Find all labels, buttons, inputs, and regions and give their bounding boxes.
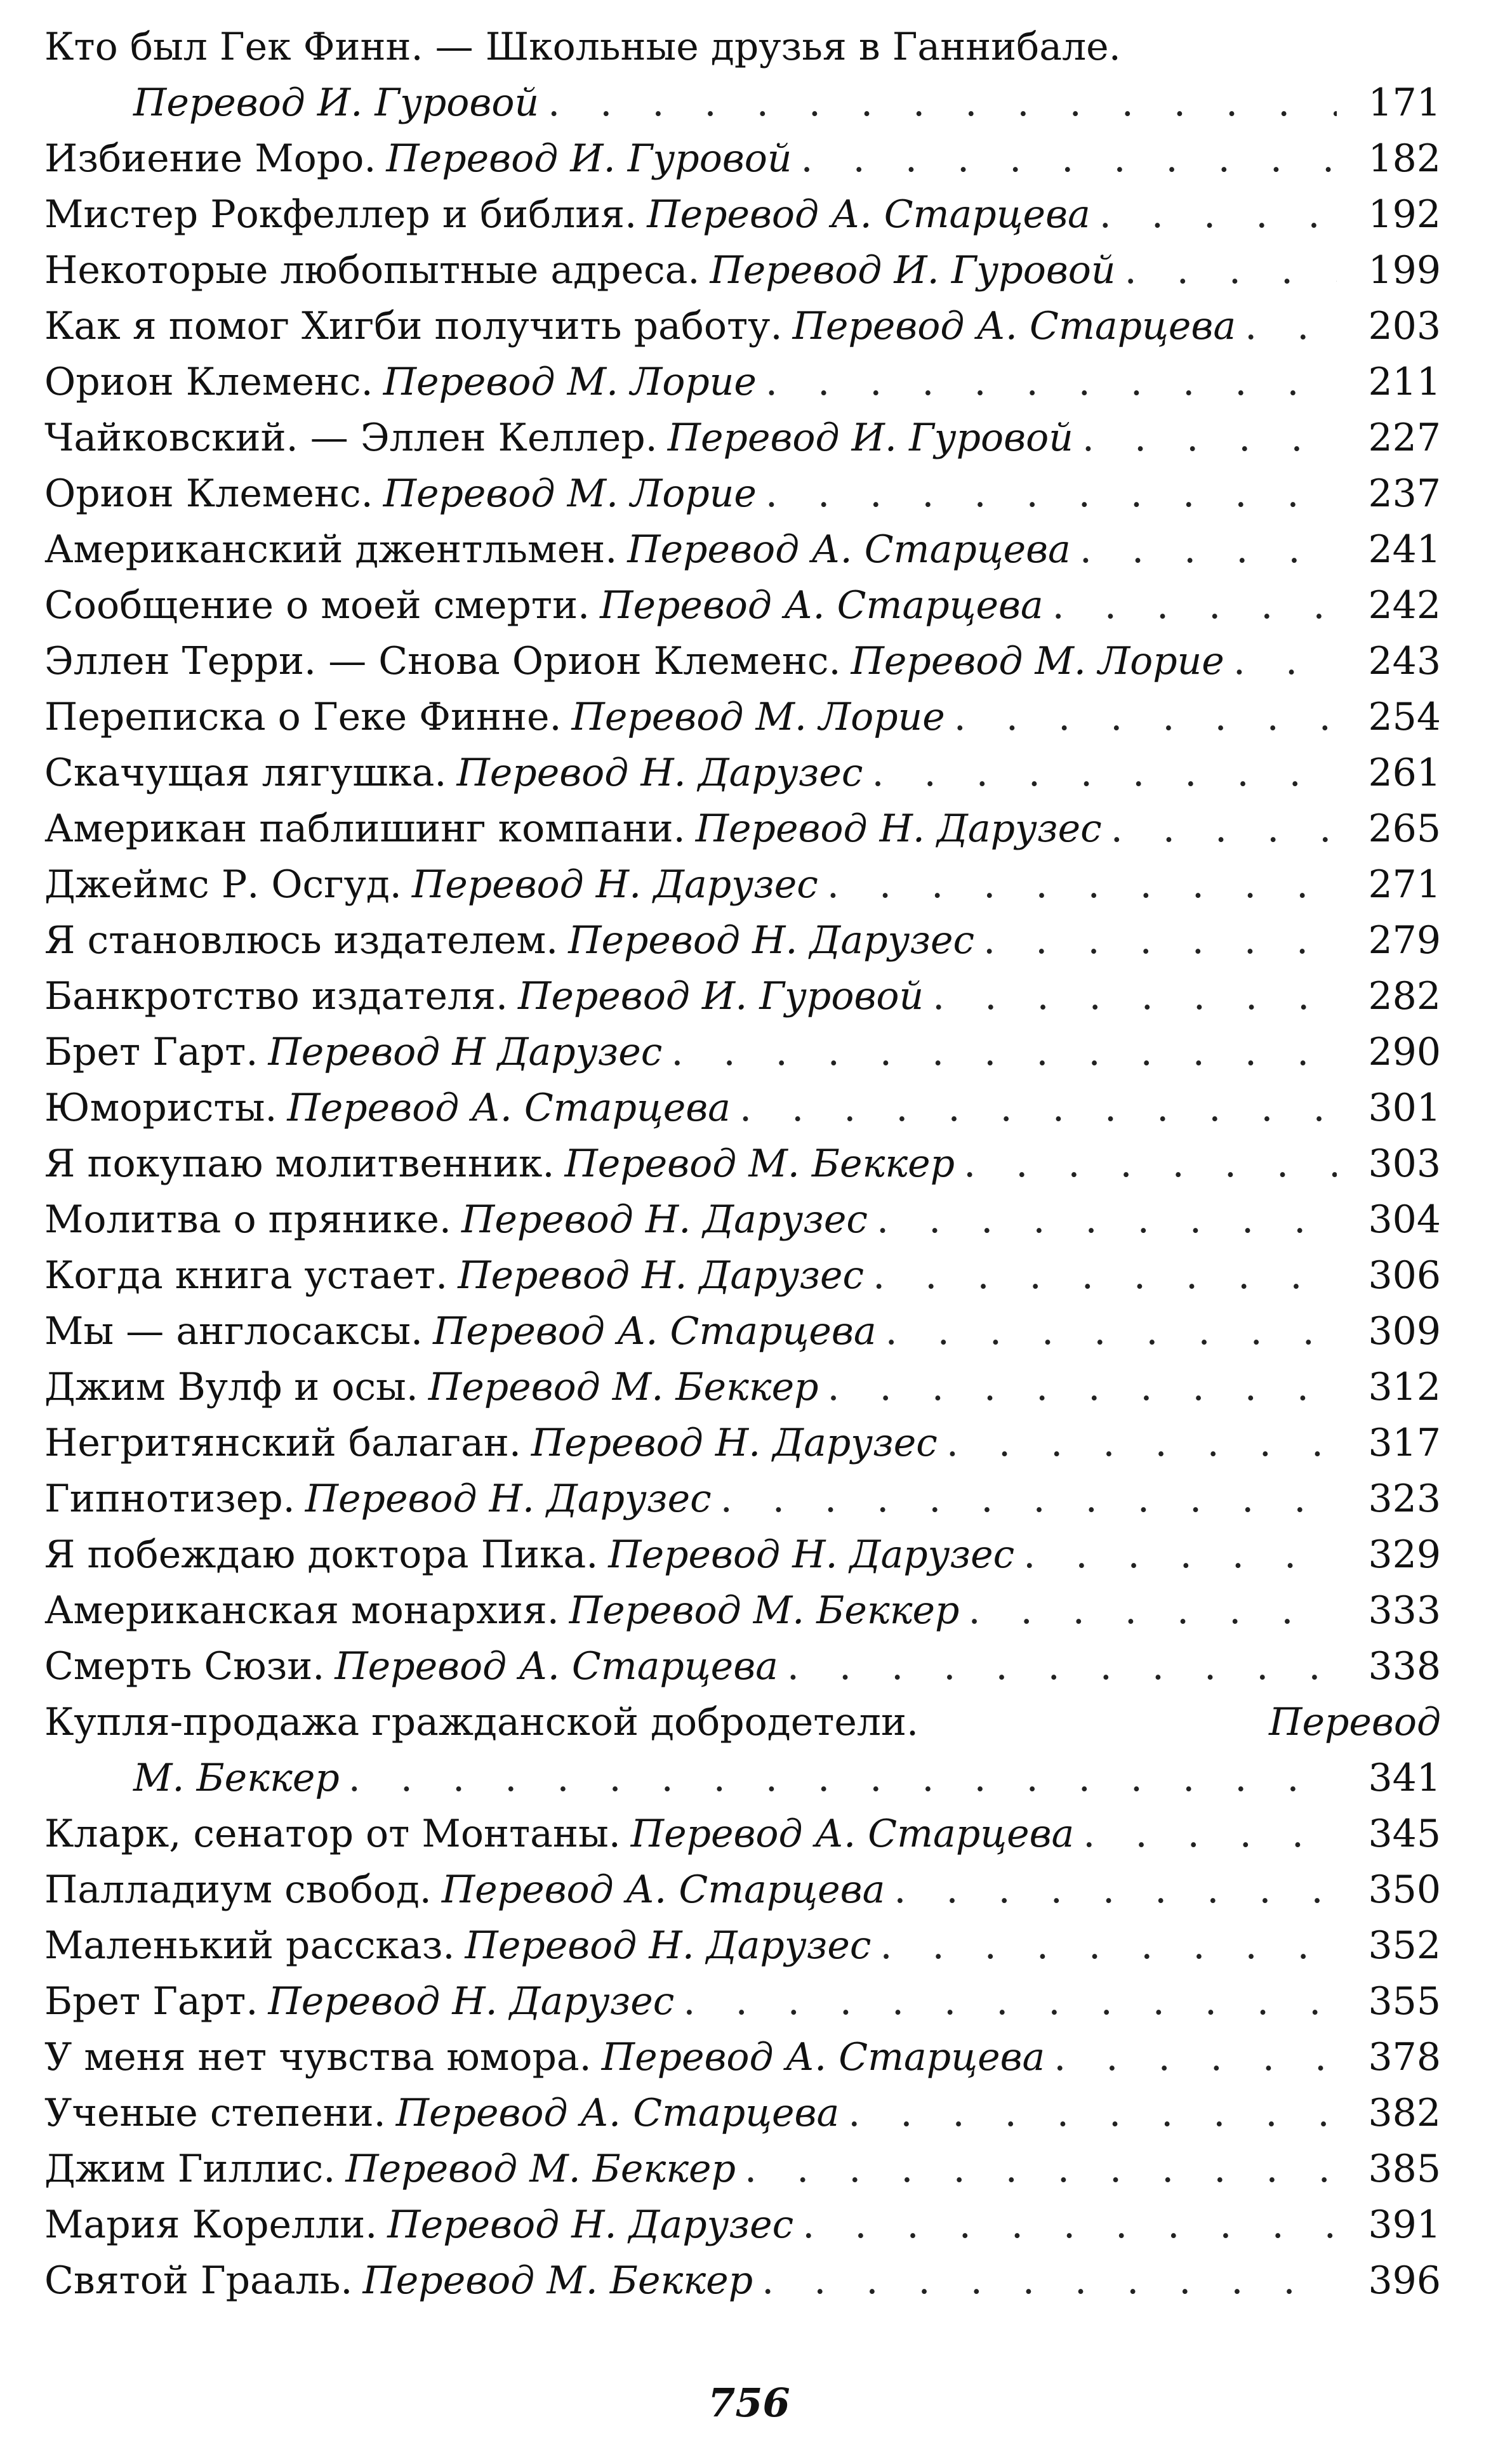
- dot-leader: [894, 1862, 1337, 1918]
- entry-translator: Перевод И. Гуровой: [133, 81, 540, 125]
- dot-leader: [1099, 187, 1337, 242]
- entry-translator: Перевод М. Беккер: [345, 2147, 736, 2191]
- entry-title: Брет Гарт.: [44, 1979, 258, 2024]
- entry-page-number: 192: [1368, 192, 1441, 237]
- toc-entry: [44, 912, 1441, 968]
- entry-page-number: 203: [1368, 304, 1441, 348]
- entry-page-number: 237: [1368, 471, 1441, 516]
- toc-entry: [44, 1080, 1441, 1136]
- entry-translator: Перевод М. Беккер: [564, 1142, 955, 1186]
- entry-title: Юмористы.: [44, 1086, 277, 1130]
- entry-translator: Перевод А. Старцева: [792, 304, 1236, 348]
- entry-translator: Перевод И. Гуровой: [386, 136, 792, 181]
- entry-page-number: 329: [1368, 1532, 1441, 1577]
- entry-translator: Перевод Н Дарузес: [268, 1030, 663, 1074]
- entry-title: Как я помог Хигби получить работу.: [44, 304, 783, 348]
- entry-translator: Перевод А. Старцева: [601, 2035, 1045, 2079]
- entry-title: Когда книга устает.: [44, 1253, 448, 1298]
- toc-entry: [44, 1806, 1441, 1862]
- toc-entry: [44, 577, 1441, 633]
- dot-leader: [801, 131, 1337, 187]
- dot-leader: [848, 2085, 1337, 2141]
- toc-entry: [44, 1862, 1441, 1918]
- entry-translator: Перевод И. Гуровой: [518, 974, 924, 1018]
- entry-translator: Перевод М. Лорие: [383, 471, 757, 516]
- entry-translator: Перевод Н. Дарузес: [268, 1979, 675, 2024]
- entry-translator: Перевод Н. Дарузес: [608, 1532, 1015, 1577]
- entry-page-number: 306: [1368, 1253, 1441, 1298]
- toc-entry: [44, 298, 1441, 354]
- toc-entry: [44, 689, 1441, 745]
- entry-title: Негритянский балаган.: [44, 1421, 521, 1465]
- entry-translator: Перевод Н. Дарузес: [461, 1197, 868, 1242]
- entry-translator: Перевод Н. Дарузес: [458, 1253, 865, 1298]
- toc-entry: [44, 857, 1441, 912]
- toc-entry-line: [44, 1694, 1441, 1750]
- dot-leader: [787, 1638, 1337, 1694]
- entry-page-number: 333: [1368, 1588, 1441, 1633]
- dot-leader: [885, 1303, 1337, 1359]
- entry-page-number: 279: [1368, 918, 1441, 963]
- entry-page-number: 341: [1368, 1756, 1441, 1800]
- dot-leader: [1052, 577, 1337, 633]
- entry-title: Я покупаю молитвенник.: [44, 1142, 555, 1186]
- toc-entry: [44, 1583, 1441, 1638]
- entry-title: Американская монархия.: [44, 1588, 559, 1633]
- entry-translator: Перевод: [1269, 1700, 1441, 1744]
- toc-entry: [44, 633, 1441, 689]
- dot-leader: [802, 2197, 1337, 2253]
- entry-page-number: 254: [1368, 695, 1441, 739]
- entry-title: Смерть Сюзи.: [44, 1644, 325, 1689]
- dot-leader: [877, 1192, 1337, 1248]
- entry-translator: Перевод А. Старцева: [395, 2091, 840, 2135]
- entry-title: Переписка о Геке Финне.: [44, 695, 562, 739]
- dot-leader: [1111, 801, 1337, 857]
- entry-title: Чайковский. — Эллен Келлер.: [44, 416, 658, 460]
- entry-title: Мистер Рокфеллер и библия.: [44, 192, 637, 237]
- entry-page-number: 242: [1368, 583, 1441, 628]
- entry-title: Мы — англосаксы.: [44, 1309, 423, 1354]
- entry-translator: М. Беккер: [133, 1756, 340, 1800]
- dot-leader: [1125, 242, 1337, 298]
- dot-leader: [1245, 298, 1337, 354]
- entry-page-number: 227: [1368, 416, 1441, 460]
- entry-title: Кто был Гек Финн. — Школьные друзья в Ганнибале.: [44, 25, 1121, 69]
- dot-leader: [348, 1750, 1337, 1806]
- toc-entry: [44, 1359, 1441, 1415]
- entry-title: Избиение Моро.: [44, 136, 376, 181]
- dot-leader: [1080, 522, 1337, 577]
- dot-leader: [762, 2253, 1337, 2309]
- dot-leader: [1233, 633, 1337, 689]
- toc-entry-line: [44, 1750, 1441, 1806]
- toc-entry: [44, 187, 1441, 242]
- entry-translator: Перевод Н. Дарузес: [305, 1477, 712, 1521]
- entry-page-number: 304: [1368, 1197, 1441, 1242]
- toc-entry-line: [44, 19, 1441, 75]
- toc-entry: [44, 2253, 1441, 2309]
- entry-page-number: 290: [1368, 1030, 1441, 1074]
- entry-translator: Перевод М. Лорие: [383, 360, 757, 404]
- entry-page-number: 391: [1368, 2203, 1441, 2247]
- toc-entry: [44, 1973, 1441, 2029]
- dot-leader: [1082, 410, 1337, 466]
- toc-entry: [44, 2197, 1441, 2253]
- entry-title: Эллен Терри. — Снова Орион Клеменс.: [44, 639, 841, 683]
- toc-entry: [44, 354, 1441, 410]
- entry-translator: Перевод Н. Дарузес: [411, 862, 818, 907]
- entry-page-number: 265: [1368, 807, 1441, 851]
- dot-leader: [880, 1918, 1337, 1973]
- toc-entry: [44, 131, 1441, 187]
- entry-translator: Перевод Н. Дарузес: [531, 1421, 938, 1465]
- dot-leader: [671, 1024, 1337, 1080]
- entry-page-number: 352: [1368, 1923, 1441, 1968]
- dot-leader: [720, 1471, 1337, 1527]
- toc-entry: [44, 19, 1441, 131]
- dot-leader: [745, 2141, 1337, 2197]
- entry-title: Палладиум свобод.: [44, 1868, 432, 1912]
- entry-page-number: 338: [1368, 1644, 1441, 1689]
- entry-page-number: 241: [1368, 527, 1441, 572]
- entry-translator: Перевод А. Старцева: [335, 1644, 778, 1689]
- toc-entry: [44, 2029, 1441, 2085]
- toc-entry-line: [44, 75, 1441, 131]
- toc-entry: [44, 1303, 1441, 1359]
- entry-title: Маленький рассказ.: [44, 1923, 455, 1968]
- entry-page-number: 355: [1368, 1979, 1441, 2024]
- entry-title: Молитва о прянике.: [44, 1197, 451, 1242]
- entry-translator: Перевод А. Старцева: [600, 583, 1044, 628]
- toc-entry: [44, 1136, 1441, 1192]
- toc-entry: [44, 1024, 1441, 1080]
- entry-page-number: 199: [1368, 248, 1441, 293]
- entry-page-number: 261: [1368, 751, 1441, 795]
- entry-page-number: 350: [1368, 1868, 1441, 1912]
- entry-title: Американский джентльмен.: [44, 527, 618, 572]
- entry-page-number: 271: [1368, 862, 1441, 907]
- entry-title: Сообщение о моей смерти.: [44, 583, 590, 628]
- toc-entry: [44, 1694, 1441, 1806]
- entry-translator: Перевод Н. Дарузес: [456, 751, 863, 795]
- toc-entry: [44, 242, 1441, 298]
- entry-translator: Перевод Н. Дарузес: [387, 2203, 794, 2247]
- toc-entry: [44, 1248, 1441, 1303]
- dot-leader: [1083, 1806, 1337, 1862]
- entry-title: Джим Вулф и осы.: [44, 1365, 418, 1409]
- toc-entry: [44, 522, 1441, 577]
- entry-page-number: 312: [1368, 1365, 1441, 1409]
- entry-page-number: 345: [1368, 1812, 1441, 1856]
- dot-leader: [739, 1080, 1337, 1136]
- entry-page-number: 171: [1368, 81, 1441, 125]
- entry-title: Ученые степени.: [44, 2091, 386, 2135]
- entry-page-number: 282: [1368, 974, 1441, 1018]
- toc-entry: [44, 1638, 1441, 1694]
- toc-entry: [44, 2085, 1441, 2141]
- entry-title: Купля-продажа гражданской добродетели.: [44, 1700, 919, 1744]
- entry-translator: Перевод А. Старцева: [647, 192, 1090, 237]
- dot-leader: [1023, 1527, 1337, 1583]
- toc-entry: [44, 1527, 1441, 1583]
- entry-translator: Перевод М. Лорие: [571, 695, 945, 739]
- entry-title: Брет Гарт.: [44, 1030, 258, 1074]
- dot-leader: [828, 1359, 1337, 1415]
- entry-translator: Перевод И. Гуровой: [710, 248, 1116, 293]
- entry-title: Джеймс Р. Осгуд.: [44, 862, 402, 907]
- entry-title: У меня нет чувства юмора.: [44, 2035, 592, 2079]
- dot-leader: [873, 1248, 1337, 1303]
- page-number-footer: 756: [708, 2380, 790, 2426]
- toc-entry: [44, 1415, 1441, 1471]
- toc-entry: [44, 1192, 1441, 1248]
- toc-entry: [44, 2141, 1441, 2197]
- entry-title: Я становлюсь издателем.: [44, 918, 559, 963]
- entry-translator: Перевод А. Старцева: [441, 1868, 885, 1912]
- entry-page-number: 303: [1368, 1142, 1441, 1186]
- toc-entry: [44, 801, 1441, 857]
- entry-title: Мария Корелли.: [44, 2203, 378, 2247]
- entry-translator: Перевод М. Беккер: [428, 1365, 819, 1409]
- dot-leader: [946, 1415, 1337, 1471]
- entry-translator: Перевод Н. Дарузес: [465, 1923, 872, 1968]
- entry-title: Гипнотизер.: [44, 1477, 295, 1521]
- entry-translator: Перевод А. Старцева: [630, 1812, 1075, 1856]
- dot-leader: [827, 857, 1337, 912]
- entry-page-number: 378: [1368, 2035, 1441, 2079]
- entry-page-number: 396: [1368, 2258, 1441, 2303]
- entry-page-number: 382: [1368, 2091, 1441, 2135]
- dot-leader: [1054, 2029, 1337, 2085]
- dot-leader: [983, 912, 1337, 968]
- entry-translator: Перевод Н. Дарузес: [568, 918, 975, 963]
- dot-leader: [683, 1973, 1337, 2029]
- dot-leader: [932, 968, 1337, 1024]
- entry-title: Святой Грааль.: [44, 2258, 353, 2303]
- entry-page-number: 385: [1368, 2147, 1441, 2191]
- entry-title: Я побеждаю доктора Пика.: [44, 1532, 599, 1577]
- entry-title: Американ паблишинг компани.: [44, 807, 686, 851]
- entry-translator: Перевод А. Старцева: [627, 527, 1071, 572]
- toc-entry: [44, 466, 1441, 522]
- entry-title: Орион Клеменс.: [44, 471, 373, 516]
- entry-translator: Перевод А. Старцева: [287, 1086, 731, 1130]
- dot-leader: [548, 75, 1337, 131]
- entry-page-number: 243: [1368, 639, 1441, 683]
- entry-translator: Перевод И. Гуровой: [667, 416, 1073, 460]
- entry-title: Кларк, сенатор от Монтаны.: [44, 1812, 621, 1856]
- dot-leader: [766, 354, 1337, 410]
- table-of-contents: [44, 19, 1441, 2309]
- toc-entry: [44, 1471, 1441, 1527]
- entry-page-number: 309: [1368, 1309, 1441, 1354]
- dot-leader: [766, 466, 1337, 522]
- dot-leader: [954, 689, 1337, 745]
- entry-title: Банкротство издателя.: [44, 974, 508, 1018]
- toc-entry: [44, 1918, 1441, 1973]
- entry-page-number: 323: [1368, 1477, 1441, 1521]
- dot-leader: [872, 745, 1337, 801]
- dot-leader: [964, 1136, 1337, 1192]
- entry-translator: Перевод М. Лорие: [851, 639, 1224, 683]
- entry-page-number: 211: [1368, 360, 1441, 404]
- entry-title: Джим Гиллис.: [44, 2147, 336, 2191]
- entry-translator: Перевод М. Беккер: [362, 2258, 753, 2303]
- toc-entry: [44, 745, 1441, 801]
- entry-page-number: 317: [1368, 1421, 1441, 1465]
- toc-entry: [44, 968, 1441, 1024]
- entry-title: Орион Клеменс.: [44, 360, 373, 404]
- entry-title: Некоторые любопытные адреса.: [44, 248, 700, 293]
- entry-translator: Перевод А. Старцева: [433, 1309, 877, 1354]
- entry-translator: Перевод Н. Дарузес: [695, 807, 1102, 851]
- entry-translator: Перевод М. Беккер: [569, 1588, 960, 1633]
- toc-entry: [44, 410, 1441, 466]
- dot-leader: [968, 1583, 1337, 1638]
- entry-page-number: 301: [1368, 1086, 1441, 1130]
- entry-title: Скачущая лягушка.: [44, 751, 447, 795]
- entry-page-number: 182: [1368, 136, 1441, 181]
